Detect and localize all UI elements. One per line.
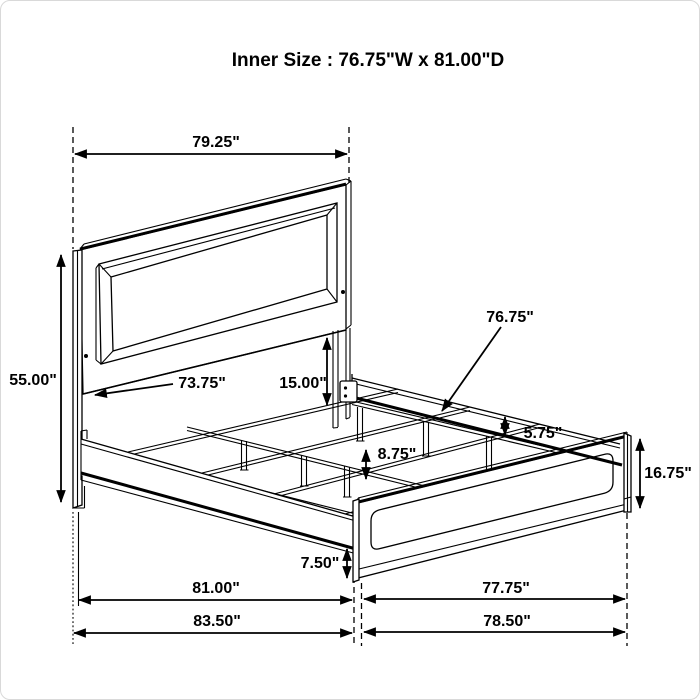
- dim-headboard-width-label: 79.25": [192, 134, 240, 151]
- dim-overall-depth-label: 83.50": [193, 613, 241, 630]
- dim-inner-width-label: 76.75": [486, 309, 534, 326]
- post-hole: [341, 290, 345, 294]
- dim-slat-clearance-label: 8.75": [377, 446, 417, 463]
- dim-footboard-outer-depth-label: 78.50": [483, 613, 531, 630]
- footboard-left-post: [353, 499, 359, 582]
- dim-panel-width-label: 73.75": [178, 375, 226, 392]
- dim-footboard-height-label: 16.75": [644, 465, 692, 482]
- headboard-right-post: [333, 328, 350, 428]
- dim-rail-depth-label: 81.00": [192, 580, 240, 597]
- page-title: Inner Size : 76.75"W x 81.00"D: [231, 50, 505, 71]
- dim-rail-floor-clearance-label: 7.50": [300, 555, 340, 572]
- dim-footboard-inner-depth-label: 77.75": [482, 580, 530, 597]
- post-hole: [84, 354, 88, 358]
- dim-side-rail-height-label: 5.75": [523, 425, 563, 442]
- dim-headboard-height-label: 55.00": [9, 372, 57, 389]
- dim-headboard-to-slat-label: 15.00": [279, 375, 327, 392]
- dim-inner-width-leader: [442, 327, 501, 411]
- mounting-bracket: [340, 381, 357, 402]
